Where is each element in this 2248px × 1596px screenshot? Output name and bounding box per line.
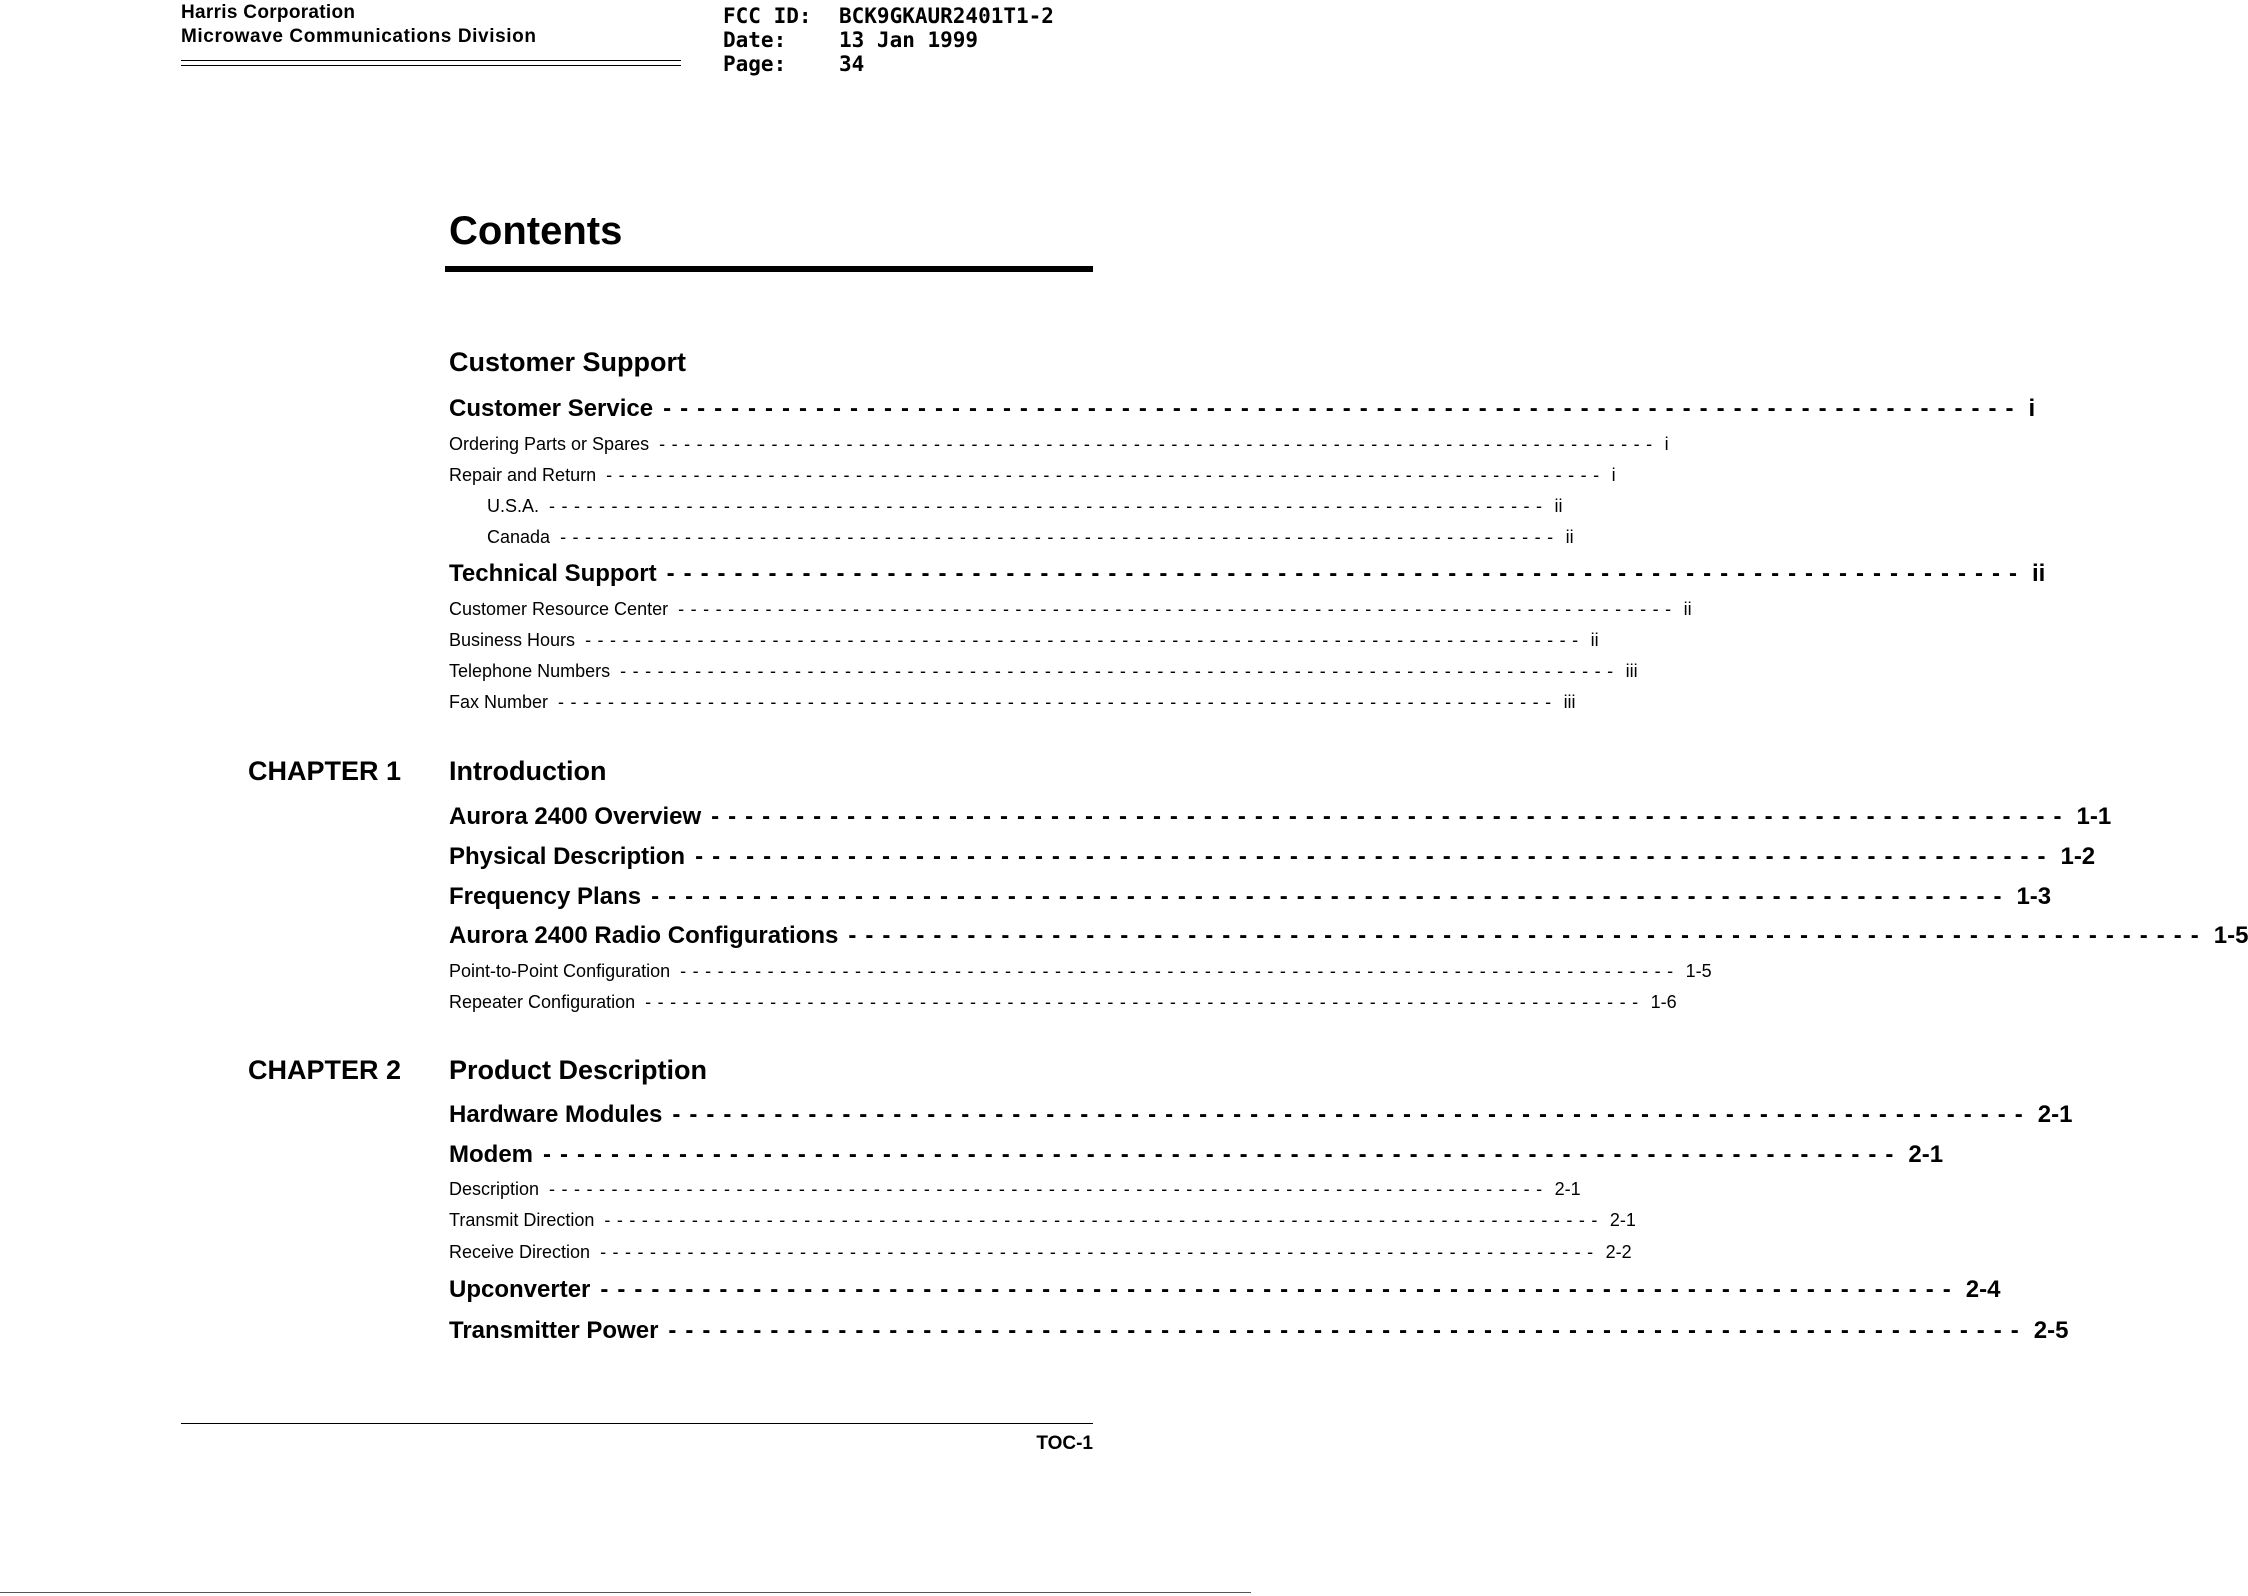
page-edge-line [0, 1592, 1251, 1593]
footer-page-label: TOC-1 [1036, 1433, 1093, 1454]
toc-entry-page: ii [2031, 560, 2046, 587]
chapter-label: CHAPTER 1 [248, 756, 402, 786]
toc-entry[interactable] [449, 1177, 1581, 1201]
fcc-id-value: BCK9GKAUR2401T1-2 [839, 4, 1054, 28]
toc-entry[interactable] [449, 559, 2046, 589]
toc-entry-page: 1-1 [2076, 803, 2112, 830]
toc-entry-label: Description [449, 1179, 540, 1199]
toc-entry[interactable] [449, 463, 1616, 487]
toc-entry-label: Receive Direction [449, 1242, 591, 1262]
toc-entry-page: ii [1683, 599, 1692, 619]
toc-entry-label: Fax Number [449, 692, 549, 712]
toc-entry[interactable] [449, 1140, 1944, 1170]
toc-entry[interactable] [449, 659, 1638, 683]
toc-entry-page: i [1664, 434, 1669, 454]
leader-dots: -------------------------------------------------------------------------------- [668, 1317, 2028, 1344]
toc-entry[interactable] [449, 690, 1576, 714]
leader-dots: -------------------------------------------------------------------------------- [663, 395, 2023, 422]
header-rule [181, 60, 681, 61]
toc-entry-page: 2-1 [1908, 1141, 1944, 1168]
toc-entry[interactable] [449, 1208, 1636, 1232]
toc-entry-page: 1-3 [2016, 883, 2052, 910]
toc-entry[interactable] [449, 1240, 1632, 1264]
toc-entry-label: Canada [487, 527, 551, 547]
toc-entry-label: U.S.A. [487, 496, 540, 516]
toc-entry-page: i [1611, 465, 1616, 485]
toc-entry-page: iii [1625, 661, 1638, 681]
toc-entry[interactable] [487, 525, 1574, 549]
leader-dots: -------------------------------------------------------------------------------- [695, 843, 2055, 870]
fcc-id-label: FCC ID: [723, 4, 812, 28]
toc-entry-page: ii [1554, 496, 1563, 516]
toc-entry-page: 1-5 [1685, 961, 1712, 981]
toc-entry[interactable] [449, 921, 2248, 951]
page-value: 34 [839, 52, 865, 76]
toc-entry[interactable] [449, 628, 1599, 652]
toc-entry-page: 1-6 [1650, 992, 1677, 1012]
leader-dots: -------------------------------------------------------------------------------- [711, 803, 2071, 830]
toc-entry-page: 2-1 [1609, 1210, 1636, 1230]
chapter-title: Introduction [449, 756, 607, 786]
toc-entry-label: Physical Description [449, 843, 686, 870]
section-heading-customer-support: Customer Support [449, 347, 687, 377]
toc-entry-page: 2-5 [2033, 1317, 2069, 1344]
toc-entry-label: Transmit Direction [449, 1210, 595, 1230]
leader-dots: -------------------------------------------------------------------------------- [678, 599, 1678, 619]
leader-dots: -------------------------------------------------------------------------------- [600, 1242, 1600, 1262]
toc-entry-label: Modem [449, 1141, 533, 1168]
toc-entry-label: Customer Resource Center [449, 599, 669, 619]
toc-entry-page: 2-1 [1554, 1179, 1581, 1199]
leader-dots: -------------------------------------------------------------------------------- [585, 630, 1585, 650]
leader-dots: -------------------------------------------------------------------------------- [672, 1101, 2032, 1128]
toc-entry-label: Telephone Numbers [449, 661, 611, 681]
leader-dots: -------------------------------------------------------------------------------- [659, 434, 1659, 454]
toc-entry[interactable] [449, 882, 2052, 912]
toc-entry-label: Hardware Modules [449, 1101, 663, 1128]
toc-entry-page: i [2028, 395, 2036, 422]
company-name: Harris Corporation [181, 2, 356, 23]
page-title: Contents [449, 209, 623, 253]
leader-dots: -------------------------------------------------------------------------------- [606, 465, 1606, 485]
leader-dots: -------------------------------------------------------------------------------- [560, 527, 1560, 547]
toc-entry[interactable] [449, 1100, 2073, 1130]
leader-dots: -------------------------------------------------------------------------------- [620, 661, 1620, 681]
toc-entry[interactable] [449, 1316, 2069, 1346]
toc-entry-label: Technical Support [449, 560, 657, 587]
toc-entry[interactable] [449, 842, 2096, 872]
leader-dots: -------------------------------------------------------------------------------- [543, 1141, 1903, 1168]
toc-entry-label: Frequency Plans [449, 883, 642, 910]
toc-entry[interactable] [449, 394, 2036, 424]
leader-dots: -------------------------------------------------------------------------------- [848, 922, 2208, 949]
toc-entry-label: Aurora 2400 Overview [449, 803, 702, 830]
toc-entry[interactable] [449, 597, 1692, 621]
toc-entry-label: Repair and Return [449, 465, 597, 485]
leader-dots: -------------------------------------------------------------------------------- [549, 1179, 1549, 1199]
header-rule [181, 65, 681, 66]
toc-entry-page: 2-1 [2037, 1101, 2073, 1128]
chapter-title: Product Description [449, 1055, 708, 1085]
chapter-label: CHAPTER 2 [248, 1055, 402, 1085]
leader-dots: -------------------------------------------------------------------------------- [645, 992, 1645, 1012]
toc-entry-page: ii [1590, 630, 1599, 650]
toc-entry[interactable] [487, 494, 1563, 518]
title-rule [445, 266, 1093, 272]
toc-entry-label: Transmitter Power [449, 1317, 659, 1344]
toc-entry[interactable] [449, 802, 2112, 832]
leader-dots: -------------------------------------------------------------------------------- [600, 1276, 1960, 1303]
division-name: Microwave Communications Division [181, 26, 537, 47]
leader-dots: -------------------------------------------------------------------------------- [666, 560, 2026, 587]
leader-dots: -------------------------------------------------------------------------------- [549, 496, 1549, 516]
toc-entry-page: 2-4 [1965, 1276, 2001, 1303]
toc-entry-label: Point-to-Point Configuration [449, 961, 671, 981]
toc-entry-page: 1-5 [2213, 922, 2248, 949]
toc-entry-label: Upconverter [449, 1276, 591, 1303]
leader-dots: -------------------------------------------------------------------------------- [558, 692, 1558, 712]
toc-entry-label: Business Hours [449, 630, 576, 650]
date-value: 13 Jan 1999 [839, 28, 979, 52]
page-label: Page: [723, 52, 787, 76]
toc-entry-page: iii [1563, 692, 1576, 712]
toc-entry[interactable] [449, 959, 1712, 983]
toc-entry[interactable] [449, 1275, 2001, 1305]
toc-entry[interactable] [449, 990, 1677, 1014]
leader-dots: -------------------------------------------------------------------------------- [680, 961, 1680, 981]
toc-entry[interactable] [449, 432, 1669, 456]
leader-dots: -------------------------------------------------------------------------------- [604, 1210, 1604, 1230]
footer-rule [181, 1423, 1093, 1424]
toc-entry-label: Aurora 2400 Radio Configurations [449, 922, 839, 949]
toc-entry-page: 2-2 [1605, 1242, 1632, 1262]
toc-entry-page: ii [1565, 527, 1574, 547]
toc-entry-label: Customer Service [449, 395, 654, 422]
toc-entry-label: Repeater Configuration [449, 992, 636, 1012]
leader-dots: -------------------------------------------------------------------------------- [651, 883, 2011, 910]
toc-entry-label: Ordering Parts or Spares [449, 434, 650, 454]
toc-entry-page: 1-2 [2060, 843, 2096, 870]
date-label: Date: [723, 28, 787, 52]
